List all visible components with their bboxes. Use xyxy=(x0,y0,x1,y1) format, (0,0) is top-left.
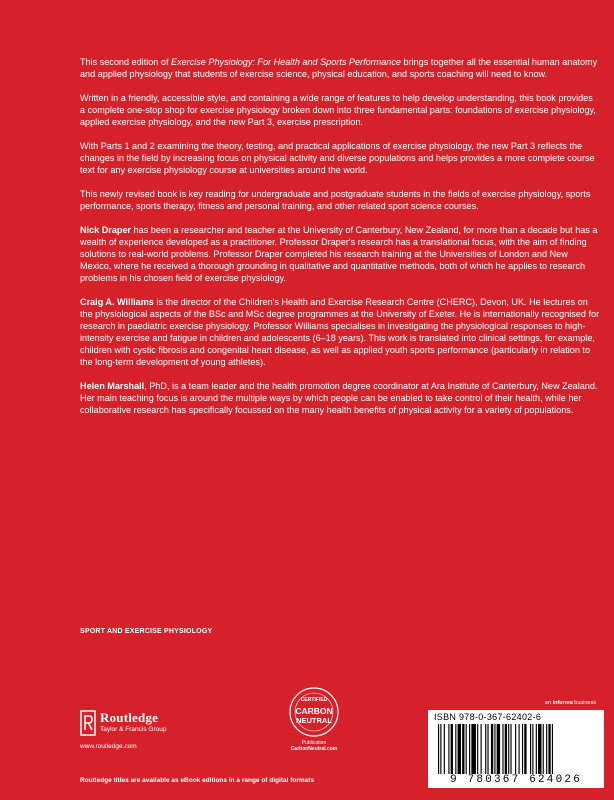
barcode-bar xyxy=(462,724,464,774)
author-name: Helen Marshall xyxy=(80,381,145,391)
parts-paragraph: With Parts 1 and 2 examining the theory, testing, and practical applications of exercise physiology, the new Part 3 reflects the changes in the field by increasing focus on physical activity and diverse populations and helps provides a more complete course text for any exercise physiology course at universities around the world. xyxy=(80,141,595,175)
informa-pre: an xyxy=(544,700,553,706)
informa-tagline xyxy=(545,700,596,706)
subject-category: SPORT AND EXERCISE PHYSIOLOGY xyxy=(80,628,213,635)
barcode-bar xyxy=(519,724,520,774)
intro-paragraph xyxy=(80,56,600,80)
author-bio-text: , PhD, is a team leader and the health promotion degree coordinator at Ara Institute of Canterbury, New Zealand. Her main teaching focus is around the multiple ways by which people can be enabled to take control of their health, while her collaborative research has specifically focussed on the many health benefits of physical activity for a variety of populations. xyxy=(80,381,598,415)
barcode-bar xyxy=(494,724,495,774)
barcode-bar xyxy=(477,724,478,774)
barcode-bar xyxy=(522,724,523,774)
barcode-bar xyxy=(444,724,445,774)
carbon-site: CarbonNeutral.com xyxy=(290,746,338,752)
informa-brand: informa xyxy=(552,700,573,706)
author-bio-text: is the director of the Children's Health and Exercise Research Centre (CHERC), Devon, UK. He lectures on the physiological aspects of the BSc and MSc degree programmes at the University of Exeter. He is internationally recognised for research in paediatric exercise physiology. Professor Williams specialises in investigating the physiological responses to high-intensity exercise and fatigue in children and adolescents (6–18 years). This work is translated into clinical settings, for example, children with cystic fibrosis and congenital heart disease, as well as applied youth sports performance (particularly in relation to the long-term development of young athletes). xyxy=(80,297,600,367)
barcode-bar xyxy=(487,724,488,774)
audience-paragraph: This newly revised book is key reading for undergraduate and postgraduate students in the fields of exercise physiology, sports performance, sports therapy, fitness and personal training, and other related sport science courses. xyxy=(80,189,591,211)
barcode-bar xyxy=(438,724,439,774)
seal-top-text: CERTIFIED xyxy=(300,697,328,703)
intro-text-end: brings together all the essential human anatomy and applied physiology that students of exercise science, physical education, and sports coaching will need to know. xyxy=(80,57,598,79)
seal-line1: CARBON xyxy=(295,706,333,716)
barcode-bar xyxy=(546,724,547,774)
ean-number: 9 780367 624026 xyxy=(449,774,583,786)
author-bio-text: has been a researcher and teacher at the University of Canterbury, New Zealand, for more than a decade but has a wealth of experience developed as a practitioner. Professor Draper's research has a translational focus, with the aim of finding solutions to real-world problems. Professor Draper completed his research training at the Universities of London and New Mexico, where he received a thorough grounding in qualitative and quantitative methods, both of which he applies to research problems in his chosen field of exercise physiology. xyxy=(80,225,598,283)
barcode-bar xyxy=(497,724,500,774)
publisher-logo xyxy=(80,710,200,752)
barcode-bar xyxy=(508,724,509,774)
barcode-bar xyxy=(451,724,453,774)
barcode-bar xyxy=(538,724,541,774)
barcode-bar xyxy=(524,724,526,774)
barcode-bar xyxy=(469,724,470,774)
barcode-bar xyxy=(548,724,550,774)
ebook-note: Routledge titles are available as eBook editions in a range of digital formats xyxy=(80,777,315,784)
barcode-bar xyxy=(530,724,531,774)
carbon-neutral-seal-icon xyxy=(288,686,340,738)
barcode-bar xyxy=(440,724,441,774)
barcode-bar xyxy=(455,724,456,774)
routledge-r-icon xyxy=(80,710,96,736)
carbon-publication-label: Publication xyxy=(301,740,327,746)
author-name: Craig A. Williams xyxy=(80,297,154,307)
barcode-bar xyxy=(502,724,503,774)
carbon-neutral-badge xyxy=(284,686,344,762)
barcode-bar xyxy=(491,724,493,774)
author-bio-williams xyxy=(80,296,600,368)
author-bio-marshall xyxy=(80,380,600,416)
barcode-bar xyxy=(515,724,516,774)
barcode-bar xyxy=(532,724,533,774)
intro-text-start: This second edition of xyxy=(80,57,171,67)
publisher-url[interactable]: www.routledge.com xyxy=(80,743,137,750)
barcode-bar xyxy=(552,724,553,774)
barcode-bars xyxy=(438,724,594,774)
barcode-bar xyxy=(485,724,486,774)
barcode-bar xyxy=(543,724,544,774)
barcode-bar xyxy=(458,724,461,774)
informa-post: business xyxy=(572,700,596,706)
author-bio-draper xyxy=(80,224,600,284)
seal-line2: NEUTRAL xyxy=(296,716,332,725)
book-title-italic: Exercise Physiology: For Health and Sports Performance xyxy=(171,57,401,67)
publisher-brand: Routledge xyxy=(100,710,159,725)
barcode-bar xyxy=(510,724,511,774)
publisher-group: Taylor & Francis Group xyxy=(100,726,167,733)
barcode-bar xyxy=(466,724,467,774)
barcode-bar xyxy=(481,724,482,774)
barcode-bar xyxy=(448,724,449,774)
isbn-barcode xyxy=(428,710,604,788)
description-paragraph: Written in a friendly, accessible style, and containing a wide range of features to help develop understanding, this book provides a complete one-stop shop for exercise physiology broken down into three fundamental parts: foundations of exercise physiology, applied exercise physiology, and the new Part 3, exercise prescription. xyxy=(80,93,596,127)
back-cover-blurb xyxy=(80,56,600,428)
barcode-bar xyxy=(505,724,507,774)
barcode-area xyxy=(428,700,604,790)
author-name: Nick Draper xyxy=(80,225,132,235)
isbn-number: ISBN 978-0-367-62402-6 xyxy=(434,712,542,722)
barcode-bar xyxy=(536,724,537,774)
barcode-bar xyxy=(471,724,476,774)
